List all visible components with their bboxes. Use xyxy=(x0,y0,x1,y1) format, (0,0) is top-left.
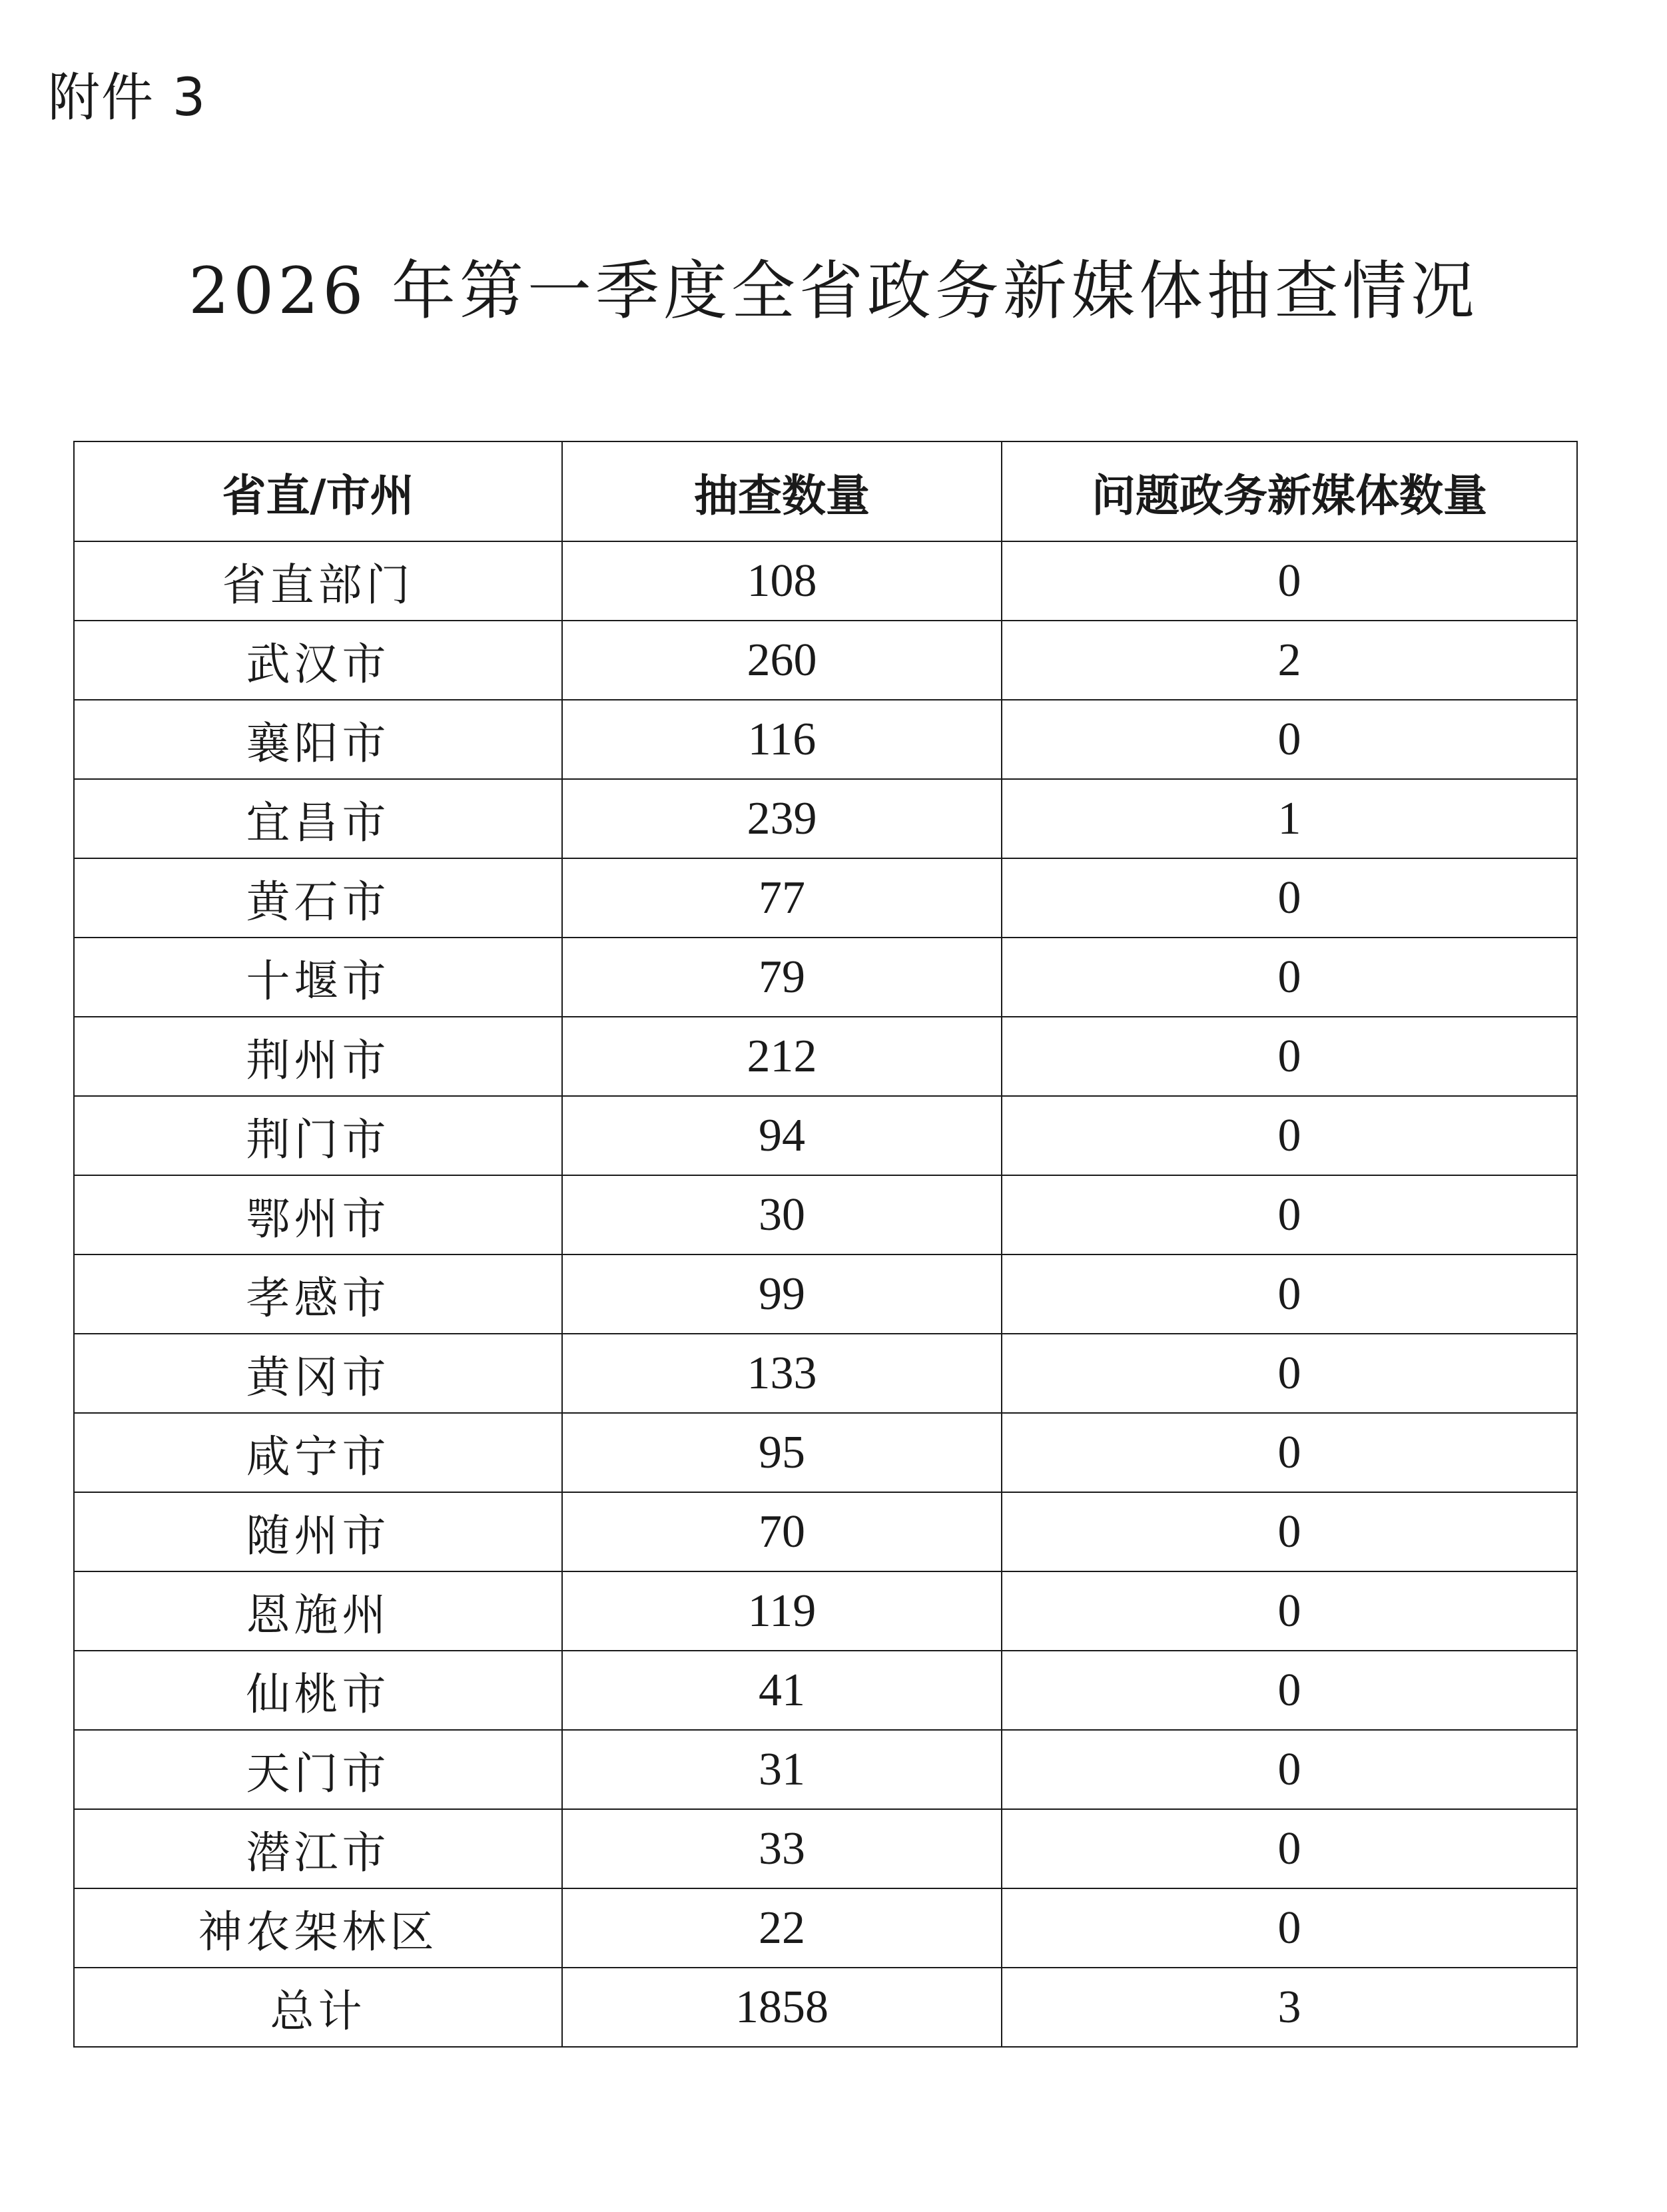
sample-count-cell: 77 xyxy=(562,858,1002,938)
table-row xyxy=(74,1730,1577,1809)
region-cell: 鄂州市 xyxy=(74,1175,562,1254)
problem-count-cell: 0 xyxy=(1002,1809,1577,1888)
problem-count-cell: 0 xyxy=(1002,1651,1577,1730)
sample-count-cell: 119 xyxy=(562,1571,1002,1651)
problem-count-cell: 0 xyxy=(1002,700,1577,779)
sample-count-cell: 133 xyxy=(562,1334,1002,1413)
region-cell: 仙桃市 xyxy=(74,1651,562,1730)
sample-count-cell: 108 xyxy=(562,541,1002,621)
region-cell: 神农架林区 xyxy=(74,1888,562,1968)
inspection-table xyxy=(73,441,1578,2048)
sample-count-cell: 260 xyxy=(562,621,1002,700)
region-cell: 省直部门 xyxy=(74,541,562,621)
problem-count-cell: 0 xyxy=(1002,1254,1577,1334)
sample-count-cell: 94 xyxy=(562,1096,1002,1175)
sample-count-cell: 116 xyxy=(562,700,1002,779)
region-cell: 十堰市 xyxy=(74,938,562,1017)
problem-count-cell: 0 xyxy=(1002,1888,1577,1968)
problem-count-cell: 0 xyxy=(1002,1730,1577,1809)
header-row xyxy=(74,441,1577,541)
region-cell: 孝感市 xyxy=(74,1254,562,1334)
sample-count-cell: 30 xyxy=(562,1175,1002,1254)
region-cell: 武汉市 xyxy=(74,621,562,700)
sample-count-cell: 33 xyxy=(562,1809,1002,1888)
table-row xyxy=(74,1651,1577,1730)
problem-count-cell: 0 xyxy=(1002,1175,1577,1254)
region-cell: 黄冈市 xyxy=(74,1334,562,1413)
problem-count-cell: 0 xyxy=(1002,1413,1577,1492)
sample-count-cell: 95 xyxy=(562,1413,1002,1492)
problem-count-cell: 0 xyxy=(1002,938,1577,1017)
table-header xyxy=(74,441,1577,541)
region-cell: 咸宁市 xyxy=(74,1413,562,1492)
problem-count-cell: 0 xyxy=(1002,1017,1577,1096)
table-row xyxy=(74,1254,1577,1334)
table-row xyxy=(74,1334,1577,1413)
problem-count-cell: 0 xyxy=(1002,1571,1577,1651)
region-cell: 黄石市 xyxy=(74,858,562,938)
problem-count-cell: 1 xyxy=(1002,779,1577,858)
problem-count-cell: 0 xyxy=(1002,858,1577,938)
sample-count-cell: 79 xyxy=(562,938,1002,1017)
total-row xyxy=(74,1968,1577,2047)
table-row xyxy=(74,1809,1577,1888)
region-cell: 潜江市 xyxy=(74,1809,562,1888)
problem-count-cell: 3 xyxy=(1002,1968,1577,2047)
sample-count-cell: 99 xyxy=(562,1254,1002,1334)
table-row xyxy=(74,700,1577,779)
sample-count-cell: 212 xyxy=(562,1017,1002,1096)
document-title: 2026 年第一季度全省政务新媒体抽查情况 xyxy=(188,254,1479,328)
table-row xyxy=(74,1017,1577,1096)
table-row xyxy=(74,1492,1577,1571)
sample-count-cell: 41 xyxy=(562,1651,1002,1730)
problem-count-cell: 0 xyxy=(1002,1334,1577,1413)
table-row xyxy=(74,1175,1577,1254)
table-row xyxy=(74,779,1577,858)
header-sample-count: 抽查数量 xyxy=(562,441,1002,541)
table-row xyxy=(74,1571,1577,1651)
problem-count-cell: 2 xyxy=(1002,621,1577,700)
region-cell: 荆门市 xyxy=(74,1096,562,1175)
table-row xyxy=(74,858,1577,938)
sample-count-cell: 239 xyxy=(562,779,1002,858)
table-body xyxy=(74,541,1577,2047)
table-row xyxy=(74,1413,1577,1492)
region-cell: 天门市 xyxy=(74,1730,562,1809)
region-cell: 襄阳市 xyxy=(74,700,562,779)
attachment-label: 附件 3 xyxy=(48,68,207,128)
header-problem-count: 问题政务新媒体数量 xyxy=(1002,441,1577,541)
problem-count-cell: 0 xyxy=(1002,1492,1577,1571)
table-row xyxy=(74,938,1577,1017)
header-region: 省直/市州 xyxy=(74,441,562,541)
table-row xyxy=(74,541,1577,621)
region-cell: 总计 xyxy=(74,1968,562,2047)
problem-count-cell: 0 xyxy=(1002,541,1577,621)
table-row xyxy=(74,1096,1577,1175)
table-row xyxy=(74,621,1577,700)
sample-count-cell: 70 xyxy=(562,1492,1002,1571)
region-cell: 宜昌市 xyxy=(74,779,562,858)
table-row xyxy=(74,1888,1577,1968)
region-cell: 荆州市 xyxy=(74,1017,562,1096)
region-cell: 恩施州 xyxy=(74,1571,562,1651)
region-cell: 随州市 xyxy=(74,1492,562,1571)
problem-count-cell: 0 xyxy=(1002,1096,1577,1175)
sample-count-cell: 31 xyxy=(562,1730,1002,1809)
sample-count-cell: 1858 xyxy=(562,1968,1002,2047)
sample-count-cell: 22 xyxy=(562,1888,1002,1968)
